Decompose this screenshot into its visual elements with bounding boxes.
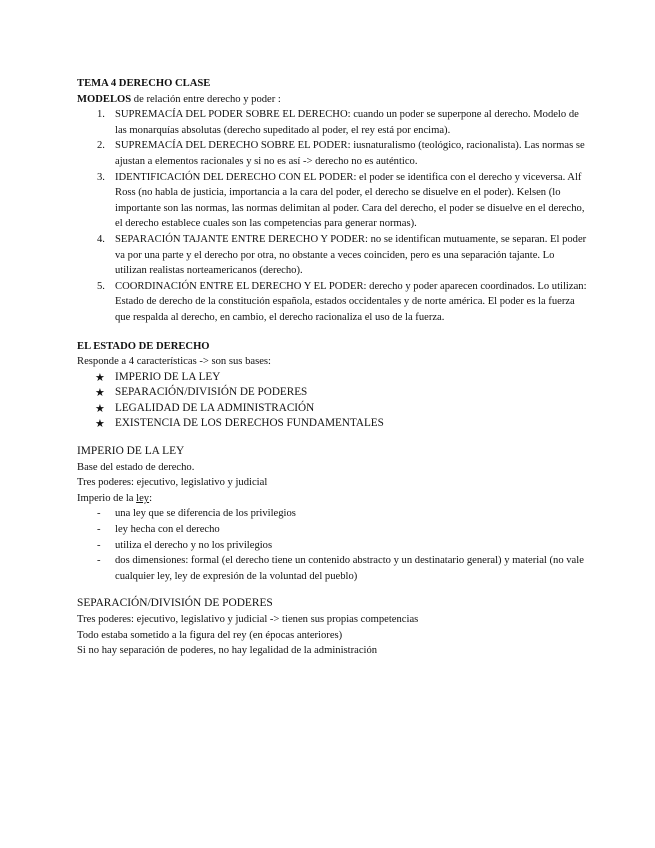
estado-heading: EL ESTADO DE DERECHO	[77, 340, 210, 352]
model-head: IDENTIFICACIÓN DEL DERECHO CON EL PODER:	[115, 171, 357, 183]
dash-icon: -	[97, 508, 101, 520]
dash-item-text: utiliza el derecho y no los privilegios	[115, 539, 273, 551]
star-icon: ★	[95, 401, 105, 415]
estado-bullet	[77, 416, 587, 432]
section-spacer	[77, 326, 587, 339]
model-text: cuando un poder se superpone al derecho. Modelo de las monarquías absolutas (derecho supeditado al poder, el rey está por encima).	[115, 109, 579, 136]
model-item-1	[77, 107, 587, 138]
estado-bullets	[77, 370, 587, 432]
model-text: no se identifican mutuamente, se separan. El poder va por una parte y el derecho por otra, no obstante a veces coinciden, pero es una separación tajante. Lo utilizan realistas norteamericanos (derecho).	[115, 233, 587, 277]
imperio-dash-list	[77, 506, 587, 584]
dash-icon: -	[97, 539, 101, 551]
separacion-heading: SEPARACIÓN/DIVISIÓN DE PODERES	[77, 597, 273, 610]
dash-item	[77, 538, 587, 554]
models-lead-bold: MODELOS	[77, 93, 132, 105]
model-number: 1.	[97, 109, 105, 121]
estado-bullet-label: EXISTENCIA DE LOS DERECHOS FUNDAMENTALES	[115, 417, 384, 430]
estado-bullet	[77, 370, 587, 386]
estado-intro: Responde a 4 características -> son sus bases:	[77, 356, 271, 368]
model-text: derecho y poder aparecen coordinados. Lo utilizan: Estado de derecho de la constitución española, estados occidentales y de norte américa. El poder es la fuerza que respalda al derecho, en cambio, el derecho racionaliza el uso de la fuerza.	[115, 280, 587, 323]
separacion-line: Todo estaba sometido a la figura del rey (en épocas anteriores)	[77, 629, 343, 641]
dash-icon: -	[97, 524, 101, 536]
star-icon: ★	[95, 417, 105, 431]
document-page	[77, 76, 587, 659]
model-text: el poder se identifica con el derecho y viceversa. Alf Ross (no habla de justicia, importancia a la cara del poder, el derecho se disuelve en el poder). Kelsen (lo importante son las normas, las normas delimitan al poder. Cara del derecho, el poder se disuelve en el derecho, el derecho establece cuales son las competencias para generar normas).	[115, 171, 585, 230]
model-head: SEPARACIÓN TAJANTE ENTRE DERECHO Y PODER:	[115, 233, 368, 245]
separacion-line: Si no hay separación de poderes, no hay legalidad de la administración	[77, 645, 378, 657]
estado-bullet-label: LEGALIDAD DE LA ADMINISTRACIÓN	[115, 401, 315, 414]
estado-bullet	[77, 385, 587, 401]
dash-item	[77, 506, 587, 522]
imperio-line3-post: :	[149, 492, 153, 504]
document-title: TEMA 4 DERECHO CLASE	[77, 78, 211, 89]
model-item-3	[77, 170, 587, 232]
dash-item	[77, 553, 587, 584]
estado-bullet	[77, 401, 587, 417]
dash-item-text: dos dimensiones: formal (el derecho tiene un contenido abstracto y un destinatario general) y material (no vale cualquier ley, ley de expresión de la voluntad del pueblo)	[115, 555, 584, 582]
imperio-heading: IMPERIO DE LA LEY	[77, 445, 185, 458]
imperio-line3-pre: Imperio de la	[77, 492, 137, 504]
dash-item-text: una ley que se diferencia de los privilegios	[115, 508, 296, 520]
model-text: iusnaturalismo (teológico, racionalista). Las normas se ajustan a elementos racionales y si no es así -> derecho no es auténtico.	[115, 140, 585, 167]
imperio-line: Base del estado de derecho.	[77, 461, 195, 473]
separacion-line: Tres poderes: ejecutivo, legislativo y judicial -> tienen sus propias competencias	[77, 614, 419, 625]
imperio-line3-underlined: ley	[136, 492, 150, 504]
model-item-4	[77, 232, 587, 279]
models-lead-rest: de relación entre derecho y poder :	[131, 93, 281, 105]
imperio-line: Tres poderes: ejecutivo, legislativo y judicial	[77, 477, 268, 489]
model-head: COORDINACIÓN ENTRE EL DERECHO Y EL PODER:	[115, 280, 367, 292]
estado-bullet-label: IMPERIO DE LA LEY	[115, 370, 221, 383]
dash-icon: -	[97, 555, 101, 567]
model-number: 4.	[97, 233, 105, 245]
model-number: 5.	[97, 280, 105, 292]
imperio-line	[77, 491, 587, 507]
model-head: SUPREMACÍA DEL DERECHO SOBRE EL PODER:	[115, 140, 351, 152]
model-number: 2.	[97, 140, 105, 152]
model-item-2	[77, 138, 587, 169]
model-item-5	[77, 279, 587, 326]
dash-item	[77, 522, 587, 538]
star-icon: ★	[95, 386, 105, 400]
models-list	[77, 107, 587, 325]
estado-bullet-label: SEPARACIÓN/DIVISIÓN DE PODERES	[115, 386, 308, 399]
model-number: 3.	[97, 171, 105, 183]
section-spacer	[77, 584, 587, 596]
star-icon: ★	[95, 370, 105, 384]
dash-item-text: ley hecha con el derecho	[115, 524, 220, 536]
model-head: SUPREMACÍA DEL PODER SOBRE EL DERECHO:	[115, 109, 351, 121]
section-spacer	[77, 432, 587, 444]
models-intro	[77, 92, 587, 108]
